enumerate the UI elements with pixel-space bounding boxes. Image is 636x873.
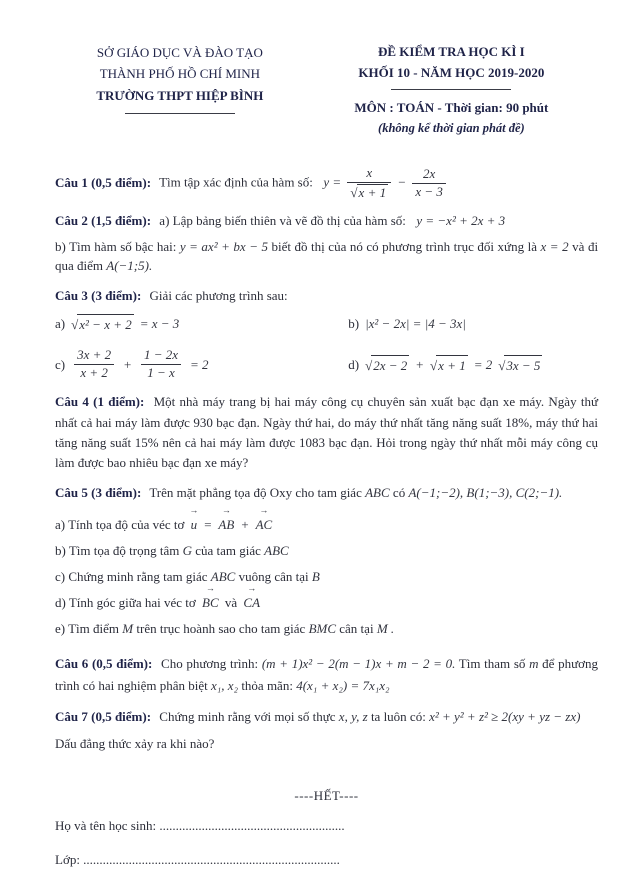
triangle-name: BMC [308, 620, 337, 636]
q5c-text-2: vuông cân tại [238, 568, 309, 584]
fraction-denominator: x − 3 [415, 184, 443, 200]
question-2-part-a [55, 212, 598, 231]
q3-equation-d [348, 348, 598, 381]
vector-letters: CA [243, 594, 261, 610]
department-line-1: SỞ GIÁO DỤC VÀ ĐÀO TẠO [96, 45, 263, 60]
q2b-formula-1: y = ax² + bx − 5 [179, 239, 268, 255]
q5-part-d [55, 583, 598, 616]
exam-title: ĐỀ KIỂM TRA HỌC KÌ I [377, 44, 525, 59]
school-name: TRƯỜNG THPT HIỆP BÌNH [96, 87, 264, 103]
item-label: a) [55, 315, 66, 331]
vector-arrow-icon: → [259, 505, 269, 516]
q5-intro-text: Trên mặt phẳng tọa độ Oxy cho tam giác [149, 484, 362, 500]
q6-text-1: Cho phương trình: [161, 655, 259, 671]
q2b-text-2: biết đồ thị của nó có phương trình trục đối xứng là [271, 239, 537, 255]
equation-body: |x² − 2x| = |4 − 3x| [365, 315, 466, 331]
q2a-formula: y = −x² + 2x + 3 [416, 213, 506, 229]
vector-letters: AB [218, 516, 235, 532]
triangle-name: ABC [210, 568, 236, 584]
vector-letters: BC [202, 594, 219, 610]
question-5-label: Câu 5 (3 điểm): [55, 484, 142, 500]
fraction-numerator: 1 − 2x [141, 348, 181, 365]
equation-mid: = 2 [473, 356, 493, 372]
point-M: M . [376, 620, 395, 636]
item-label: d) [348, 356, 360, 372]
vector-arrow-icon: → [221, 505, 231, 516]
question-2 [55, 212, 598, 276]
header-right [305, 42, 598, 138]
radical-sign: √ [498, 357, 506, 373]
question-2-label: Câu 2 (1,5 điểm): [55, 213, 152, 229]
square-root [71, 314, 134, 335]
question-list [55, 166, 598, 753]
question-1-label: Câu 1 (0,5 điểm): [55, 174, 152, 190]
q5a-text: a) Tính tọa độ của véc tơ [55, 516, 185, 532]
square-root [365, 355, 409, 376]
question-4-text: Một nhà máy trang bị hai máy công cụ chuyên sản xuất bạc đạn xe máy. Ngày thứ nhất cả hai máy làm được 930 bạc đạn. Ngày thứ hai, do máy thứ nhất tăng năng suất 18%, máy thứ hai tăng năng suất 15% nên cả hai máy làm được 1083 bạc đạn. Hỏi trong ngày thứ nhất mỗi máy công cụ làm được bao nhiêu bạc đạn xe máy? [55, 394, 598, 470]
question-1 [55, 166, 598, 201]
vector-u [189, 505, 200, 538]
vector-arrow-icon: → [205, 583, 215, 594]
q6-parameter: m [529, 655, 539, 671]
plus-sign: + [240, 516, 250, 532]
question-6 [55, 653, 598, 697]
radical-sign: √ [71, 316, 79, 332]
q7-variables: x, y, z [338, 708, 368, 724]
class-line: Lớp: ............................................................................... [55, 852, 340, 868]
question-3-equations [55, 314, 598, 382]
operator: + [415, 356, 425, 372]
radical-sign: √ [430, 357, 438, 373]
radicand: x + 1 [358, 185, 387, 201]
fraction-denominator: 1 − x [147, 365, 175, 381]
q1-operator: − [397, 174, 407, 190]
vector-CA [241, 583, 262, 616]
q7-inequality: x² + y² + z² ≥ 2(xy + yz − zx) [429, 708, 581, 724]
q5-part-e [55, 616, 598, 642]
item-label: b) [348, 315, 360, 331]
q1-fraction-2 [412, 167, 446, 200]
fraction [141, 348, 181, 381]
vector-arrow-icon: → [189, 505, 199, 516]
fraction-denominator [347, 183, 391, 201]
divider [391, 89, 511, 90]
radicand: x + 1 [436, 355, 468, 376]
q2b-text-4: đi qua điểm [55, 239, 599, 273]
subject-duration: MÔN : TOÁN - Thời gian: 90 phút [354, 99, 549, 115]
vector-AC [254, 505, 275, 538]
equation-rhs: = x − 3 [139, 315, 180, 331]
question-7-label: Câu 7 (0,5 điểm): [55, 708, 152, 724]
point-M: M [122, 620, 134, 636]
q5e-text-3: cân tại [339, 620, 374, 636]
question-3-label: Câu 3 (3 điểm): [55, 287, 142, 303]
radical-sign: √ [365, 357, 373, 373]
divider [125, 113, 235, 114]
q5d-text-2: và [224, 594, 238, 610]
q2b-formula-2: x = 2 [540, 239, 569, 255]
vector-letters: AC [255, 516, 273, 532]
vector-BC [200, 583, 221, 616]
question-5-intro [55, 484, 598, 503]
question-7-followup: Dấu đẳng thức xảy ra khi nào? [55, 735, 215, 751]
fraction-denominator: x + 2 [80, 365, 108, 381]
student-name-line: Họ và tên học sinh: ......................................................... [55, 817, 345, 833]
q6-text-3: để phương trình có hai nghiệm phân biệt [55, 655, 599, 693]
question-3-text: Giải các phương trình sau: [149, 287, 288, 303]
header-left [55, 42, 305, 138]
q5-coordinates: A(−1;−2), B(1;−3), C(2;−1). [408, 484, 563, 500]
q3-equation-a [55, 314, 348, 335]
department-line-2: THÀNH PHỐ HỒ CHÍ MINH [99, 66, 261, 82]
q5-part-c [55, 564, 598, 590]
fraction-numerator: 2x [412, 167, 446, 184]
q5b-text: b) Tìm tọa độ trọng tâm [55, 542, 180, 558]
point-G: G [182, 542, 192, 558]
q1-formula-lhs: y = [323, 174, 342, 190]
question-5-parts [55, 505, 598, 642]
q2b-text-1: b) Tìm hàm số bậc hai: [55, 239, 177, 255]
question-6-label: Câu 6 (0,5 điểm): [55, 655, 153, 671]
vector-letters: u [190, 516, 198, 532]
q5-part-b [55, 538, 598, 564]
question-7 [55, 708, 598, 754]
q6-text-2: Tìm tham số [458, 655, 526, 671]
q5-triangle-name: ABC [365, 484, 390, 500]
header [55, 42, 598, 138]
item-label: c) [55, 356, 66, 372]
question-4 [55, 392, 598, 473]
radicand: 2x − 2 [371, 355, 409, 376]
q6-equation: (m + 1)x² − 2(m − 1)x + m − 2 = 0. [261, 655, 456, 671]
square-root [350, 185, 388, 200]
question-1-text: Tìm tập xác định của hàm số: [159, 174, 313, 190]
radicand: x² − x + 2 [77, 314, 133, 335]
point-B: B [311, 568, 320, 584]
q5e-text: e) Tìm điểm [55, 620, 120, 636]
q3-equation-b [348, 314, 598, 335]
q2b-text-3: và [572, 239, 585, 255]
q3-equation-c [55, 348, 348, 381]
equals-sign: = [203, 516, 213, 532]
q5b-text-2: của tam giác [195, 542, 261, 558]
q6-text-4: thỏa mãn: [241, 677, 293, 693]
question-7-statement [55, 708, 598, 727]
fraction-numerator: x [347, 166, 391, 183]
q7-text-2: ta luôn có: [370, 708, 426, 724]
triangle-name: ABC [264, 542, 289, 558]
radicand: 3x − 5 [504, 355, 542, 376]
q5e-text-2: trên trục hoành sao cho tam giác [136, 620, 306, 636]
fraction [74, 348, 114, 381]
exam-note: (không kể thời gian phát đề) [378, 121, 525, 136]
q5-part-a [55, 505, 598, 538]
q5-intro-text-2: có [392, 484, 406, 500]
fraction-numerator: 3x + 2 [74, 348, 114, 365]
q5d-text: d) Tính góc giữa hai véc tơ [55, 594, 196, 610]
q5c-text: c) Chứng minh rằng tam giác [55, 568, 208, 584]
exam-subtitle: KHỐI 10 - NĂM HỌC 2019-2020 [358, 64, 545, 80]
question-3 [55, 287, 598, 382]
q2b-formula-3: A(−1;5). [106, 257, 153, 273]
q6-roots: x₁, x₂ [210, 677, 239, 693]
vector-AB [216, 505, 236, 538]
square-root [430, 355, 468, 376]
q7-text-1: Chứng minh rằng với mọi số thực [159, 708, 336, 724]
equation-rhs: = 2 [189, 356, 209, 372]
q1-fraction-1 [347, 166, 391, 201]
radical-sign: √ [350, 185, 358, 201]
end-marker: ----HẾT---- [294, 787, 359, 803]
square-root [498, 355, 542, 376]
operator: + [123, 356, 132, 372]
question-4-label: Câu 4 (1 điểm): [55, 394, 145, 410]
q2a-text: a) Lập bảng biến thiên và vẽ đồ thị của hàm số: [159, 213, 406, 229]
question-5 [55, 484, 598, 642]
vector-arrow-icon: → [247, 583, 257, 594]
q6-condition: 4(x₁ + x₂) = 7x₁x₂ [296, 677, 390, 693]
question-2-part-b [55, 238, 598, 276]
